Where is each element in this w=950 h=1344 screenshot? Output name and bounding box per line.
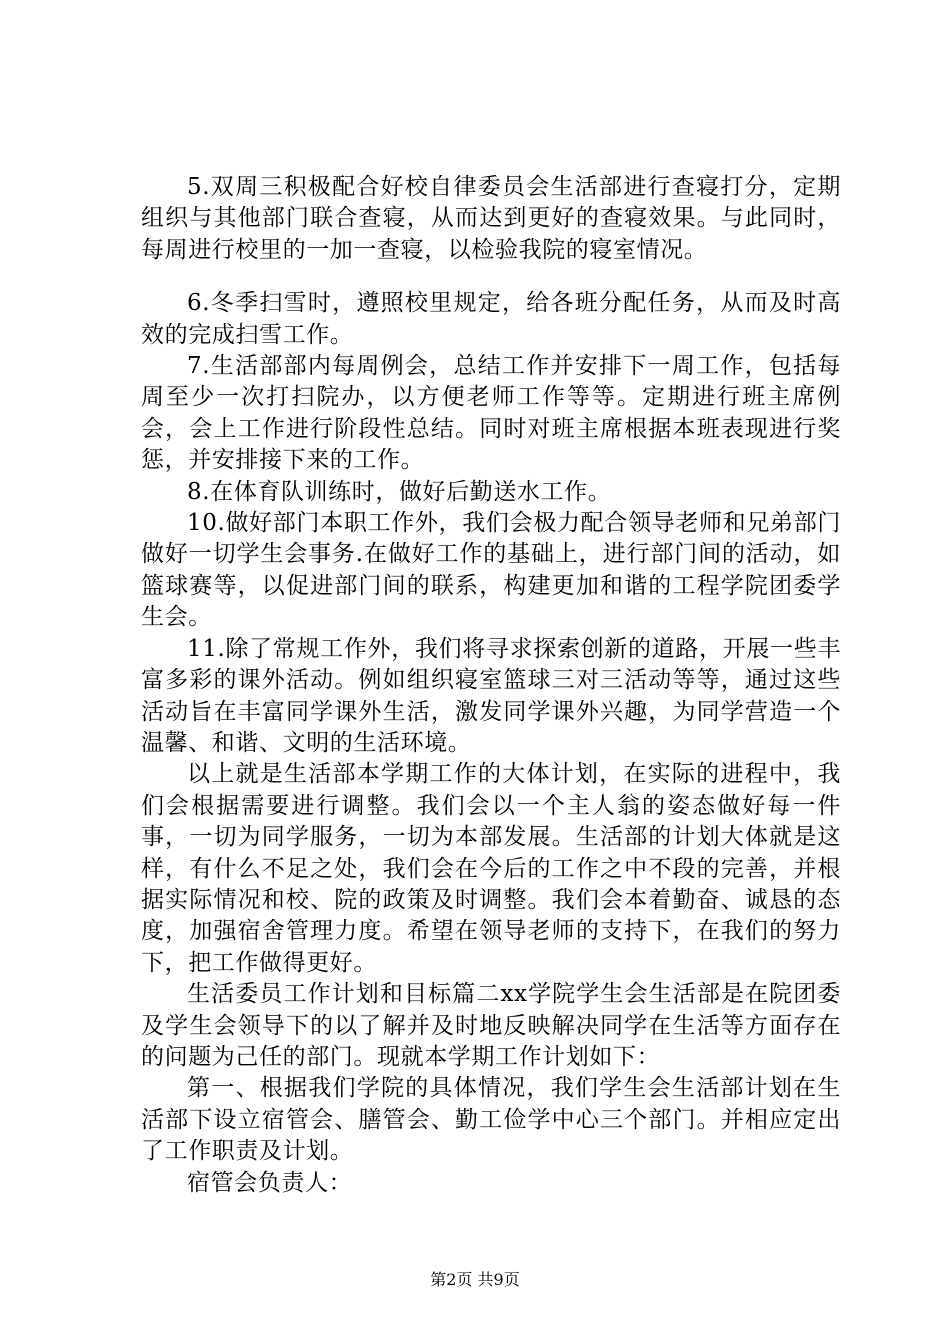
paragraph-summary: 以上就是生活部本学期工作的大体计划，在实际的进程中，我们会根据需要进行调整。我们会以一个主人翁的姿态做好每一件事，一切为同学服务，一切为本部发展。生活部的计划大体就是这样，有什么不足之处，我们会在今后的工作之中不段的完善，并根据实际情况和校、院的政策及时调整。我们会本着勤奋、诚恳的态度，加强宿舍管理力度。希望在领导老师的支持下，在我们的努力下，把工作做得更好。 xyxy=(141,761,841,976)
paragraph-item-6: 6.冬季扫雪时，遵照校里规定，给各班分配任务，从而及时高效的完成扫雪工作。 xyxy=(141,290,841,348)
paragraph-item-11: 11.除了常规工作外，我们将寻求探索创新的道路，开展一些丰富多彩的课外活动。例如组织寝室篮球三对三活动等等，通过这些活动旨在丰富同学课外生活，激发同学课外兴趣，为同学营造一个温馨、和谐、文明的生活环境。 xyxy=(141,635,841,756)
paragraph-item-8: 8.在体育队训练时，做好后勤送水工作。 xyxy=(187,478,612,505)
document-body xyxy=(141,172,841,1199)
paragraph-first-point: 第一、根据我们学院的具体情况，我们学生会生活部计划在生活部下设立宿管会、膳管会、勤工俭学中心三个部门。并相应定出了工作职责及计划。 xyxy=(141,1075,841,1165)
paragraph-item-5: 5.双周三积极配合好校自律委员会生活部进行查寝打分，定期组织与其他部门联合查寝，从而达到更好的查寝效果。与此同时，每周进行校里的一加一查寝，以检验我院的寝室情况。 xyxy=(141,174,841,263)
paragraph-section-two-intro: 生活委员工作计划和目标篇二xx学院学生会生活部是在院团委及学生会领导下的以了解并及时地反映解决同学在生活等方面存在的问题为己任的部门。现就本学期工作计划如下： xyxy=(141,981,841,1070)
page-number-footer: 第2页 共9页 xyxy=(430,1270,520,1289)
paragraph-dorm-committee-head: 宿管会负责人： xyxy=(187,1169,353,1196)
paragraph-item-10: 10.做好部门本职工作外，我们会极力配合领导老师和兄弟部门做好一切学生会事务.在做好工作的基础上，进行部门间的活动，如篮球赛等，以促进部门间的联系，构建更加和谐的工程学院团委学生会。 xyxy=(141,510,841,631)
paragraph-item-7: 7.生活部部内每周例会，总结工作并安排下一周工作，包括每周至少一次打扫院办，以方便老师工作等等。定期进行班主席例会，会上工作进行阶段性总结。同时对班主席根据本班表现进行奖惩，并安排接下来的工作。 xyxy=(141,353,841,474)
